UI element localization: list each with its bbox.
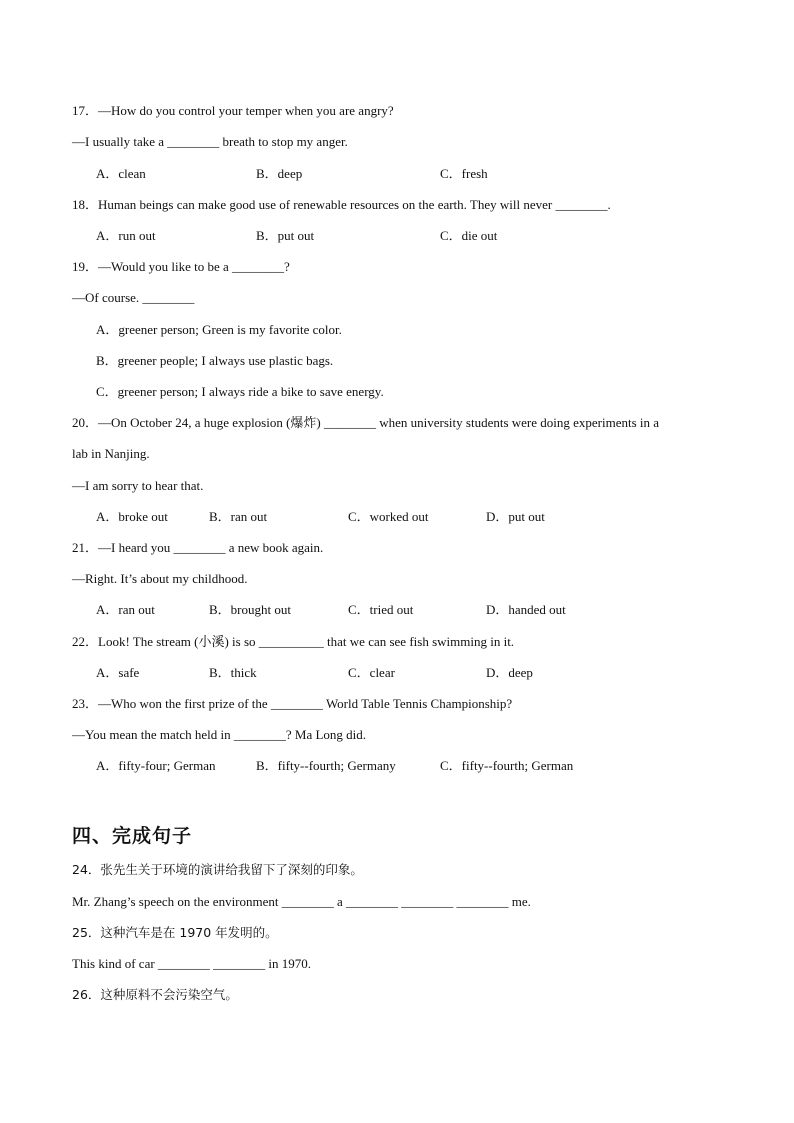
q17-option-b: B．deep (256, 166, 303, 181)
q20-option-d: D．put out (486, 509, 545, 524)
q20-option-a: A．broke out (96, 509, 168, 524)
q22-stem: 22．Look! The stream (小溪) is so __________ that we can see fish swimming in it. (72, 634, 515, 649)
q19-option-b: B．greener people; I always use plastic bags. (96, 353, 334, 368)
q25-chinese: 25．这种汽车是在 1970 年发明的。 (72, 925, 278, 940)
q18-stem: 18．Human beings can make good use of renewable resources on the earth. They will never ________. (72, 197, 611, 212)
q20-option-c: C．worked out (348, 509, 429, 524)
q17-reply: —I usually take a ________ breath to stop my anger. (72, 134, 348, 149)
q24-chinese: 24．张先生关于环境的演讲给我留下了深刻的印象。 (72, 862, 363, 877)
q23-option-c: C．fifty--fourth; German (440, 758, 574, 773)
q17-option-a: A．clean (96, 166, 146, 181)
q18-option-c: C．die out (440, 228, 498, 243)
q18-option-b: B．put out (256, 228, 315, 243)
q22-option-d: D．deep (486, 665, 533, 680)
q21-stem: 21．—I heard you ________ a new book again. (72, 540, 324, 555)
q18-option-a: A．run out (96, 228, 156, 243)
q21-option-a: A．ran out (96, 602, 155, 617)
q17-option-c: C．fresh (440, 166, 488, 181)
q23-option-b: B．fifty--fourth; Germany (256, 758, 396, 773)
q19-option-c: C．greener person; I always ride a bike to save energy. (96, 384, 384, 399)
q19-option-a: A．greener person; Green is my favorite color. (96, 322, 342, 337)
q22-option-c: C．clear (348, 665, 395, 680)
q22-option-b: B．thick (209, 665, 257, 680)
q19-stem: 19．—Would you like to be a ________? (72, 259, 290, 274)
q20-reply: —I am sorry to hear that. (72, 478, 204, 493)
q25-english: This kind of car ________ ________ in 1970. (72, 956, 312, 971)
q21-option-c: C．tried out (348, 602, 414, 617)
q21-reply: —Right. It’s about my childhood. (72, 571, 248, 586)
section-heading: 四、完成句子 (72, 825, 193, 847)
q21-option-b: B．brought out (209, 602, 291, 617)
q20-option-b: B．ran out (209, 509, 268, 524)
q21-option-d: D．handed out (486, 602, 566, 617)
q19-reply: —Of course. ________ (72, 290, 195, 305)
q17-stem: 17．—How do you control your temper when you are angry? (72, 103, 394, 118)
q22-option-a: A．safe (96, 665, 140, 680)
q24-english: Mr. Zhang’s speech on the environment ________ a ________ ________ ________ me. (72, 894, 531, 909)
q20-stem: 20．—On October 24, a huge explosion (爆炸) ________ when university students were doing experiments in a (72, 415, 660, 430)
q23-reply: —You mean the match held in ________? Ma Long did. (72, 727, 367, 742)
q23-stem: 23．—Who won the first prize of the ________ World Table Tennis Championship? (72, 696, 513, 711)
q26-chinese: 26．这种原料不会污染空气。 (72, 987, 238, 1002)
q23-option-a: A．fifty-four; German (96, 758, 216, 773)
q20-stem-continued: lab in Nanjing. (72, 446, 150, 461)
